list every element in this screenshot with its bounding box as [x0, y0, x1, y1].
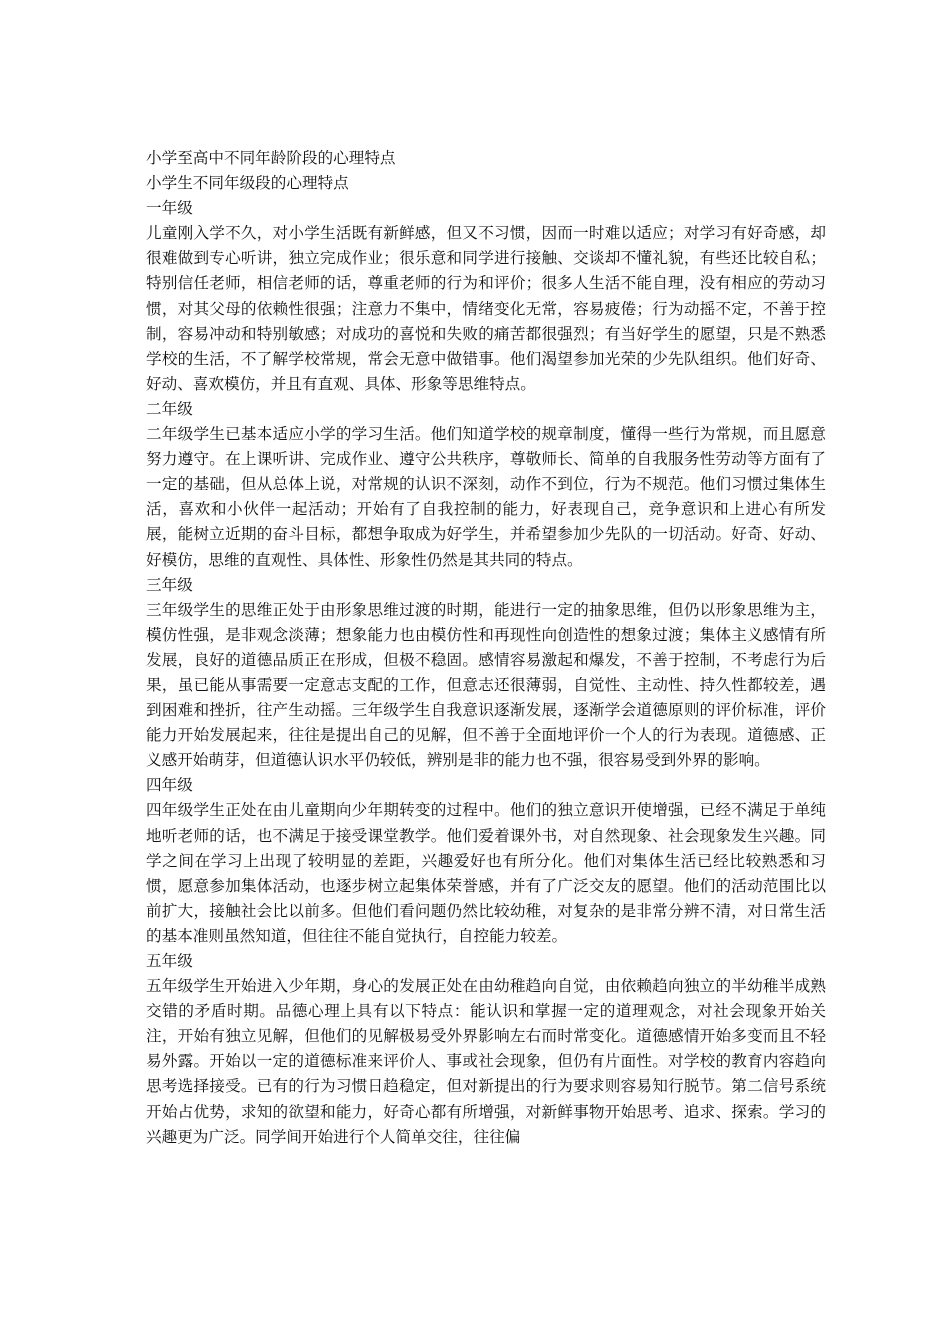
section-heading-grade-4: 四年级 — [146, 776, 193, 795]
document-page — [146, 146, 826, 1150]
document-subtitle: 小学生不同年级段的心理特点 — [146, 174, 349, 193]
section-heading-grade-1: 一年级 — [146, 199, 193, 218]
section-body-grade-2: 二年级学生已基本适应小学的学习生活。他们知道学校的规章制度，懂得一些行为常规，而且愿意努力遵守。在上课听讲、完成作业、遵守公共秩序，尊敬师长、简单的自我服务性劳动等方面有了一定的基础，但从总体上说，对常规的认识不深刻，动作不到位，行为不规范。他们习惯过集体生活，喜欢和小伙伴一起活动；开始有了自我控制的能力，好表现自己，竞争意识和上进心有所发展，能树立近期的奋斗目标，都想争取成为好学生，并希望参加少先队的一切活动。好奇、好动、好模仿，思维的直观性、具体性、形象性仍然是其共同的特点。 — [146, 425, 826, 569]
section-body-grade-3: 三年级学生的思维正处于由形象思维过渡的时期，能进行一定的抽象思维，但仍以形象思维为主，模仿性强，是非观念淡薄；想象能力也由模仿性和再现性向创造性的想象过渡；集体主义感情有所发展，良好的道德品质正在形成，但极不稳固。感情容易激起和爆发，不善于控制，不考虑行为后果，虽已能从事需要一定意志支配的工作，但意志还很薄弱，自觉性、主动性、持久性都较差，遇到困难和挫折，往产生动摇。三年级学生自我意识逐渐发展，逐渐学会道德原则的评价标准，评价能力开始发展起来，往往是提出自己的见解，但不善于全面地评价一个人的行为表现。道德感、正义感开始萌芽，但道德认识水平仍较低，辨别是非的能力也不强，很容易受到外界的影响。 — [146, 600, 826, 770]
section-body-grade-4: 四年级学生正处在由儿童期向少年期转变的过程中。他们的独立意识开使增强，已经不满足于单纯地听老师的话，也不满足于接受课堂教学。他们爱着课外书，对自然现象、社会现象发生兴趣。同学之间在学习上出现了较明显的差距，兴趣爱好也有所分化。他们对集体生活已经比较熟悉和习惯，愿意参加集体活动，也逐步树立起集体荣誉感，并有了广泛交友的愿望。他们的活动范围比以前扩大，接触社会比以前多。但他们看问题仍然比较幼稚，对复杂的是非常分辨不清，对日常生活的基本准则虽然知道，但往往不能自觉执行，自控能力较差。 — [146, 801, 826, 945]
section-heading-grade-3: 三年级 — [146, 575, 193, 594]
section-heading-grade-5: 五年级 — [146, 952, 193, 970]
section-body-grade-5: 五年级学生开始进入少年期，身心的发展正处在由幼稚趋向自觉，由依赖趋向独立的半幼稚半成熟交错的矛盾时期。品德心理上具有以下特点：能认识和掌握一定的道理观念，对社会现象开始关注，开始有独立见解，但他们的见解极易受外界影响左右而时常变化。道德感情开始多变而且不轻易外露。开始以一定的道德标准来评价人、事或社会现象，但仍有片面性。对学校的教育内容趋向思考选择接受。已有的行为习惯日趋稳定，但对新提出的行为要求则容易知行脱节。第二信号系统开始占优势，求知的欲望和能力，好奇心都有所增强，对新鲜事物开始思考、追求、探索。学习的兴趣更为广泛。同学间开始进行个人简单交往，往往偏 — [146, 977, 826, 1146]
document-title: 小学至高中不同年龄阶段的心理特点 — [146, 149, 396, 167]
section-heading-grade-2: 二年级 — [146, 399, 193, 418]
section-body-grade-1: 儿童刚入学不久，对小学生活既有新鲜感，但又不习惯，因而一时难以适应；对学习有好奇感，却很难做到专心听讲，独立完成作业；很乐意和同学进行接触、交谈却不懂礼貌，有些还比较自私；特别信任老师，相信老师的话，尊重老师的行为和评价；很多人生活不能自理，没有相应的劳动习惯，对其父母的依赖性很强；注意力不集中，情绪变化无常，容易疲倦；行为动摇不定，不善于控制，容易冲动和特别敏感；对成功的喜悦和失败的痛苦都很强烈；有当好学生的愿望，只是不熟悉学校的生活，不了解学校常规，常会无意中做错事。他们渴望参加光荣的少先队组织。他们好奇、好动、喜欢模仿，并且有直观、具体、形象等思维特点。 — [146, 224, 826, 393]
